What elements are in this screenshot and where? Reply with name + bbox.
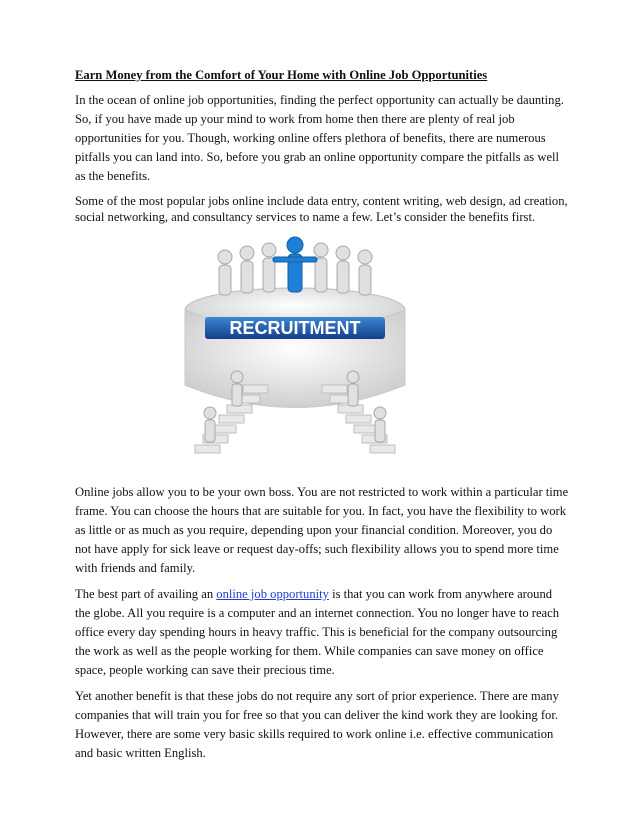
paragraph-no-experience: Yet another benefit is that these jobs do not require any sort of prior experience. There are many companies that will train you for free so that you can deliver the kind work they are looking for. However, there are some very basic skills required to work online i.e. effective communication and basic written English.: [75, 689, 559, 760]
document-title: Earn Money from the Comfort of Your Home with Online Job Opportunities: [75, 68, 488, 82]
banner-text: RECRUITMENT: [229, 318, 361, 338]
paragraph-work-anywhere: [75, 585, 570, 680]
paragraph-own-boss: Online jobs allow you to be your own boss. You are not restricted to work within a particular time frame. You can choose the hours that are suitable for you. In fact, you have the flexibility to work as little or as much as you require, depending upon your financial condition. Moreover, you do not have apply for sick leave or request day-offs; such flexibility allows you to spend more time with friends and family.: [75, 485, 569, 575]
document-body: [75, 66, 570, 770]
paragraph-work-anywhere-start: The best part of availing an: [75, 587, 217, 601]
paragraph-intro: In the ocean of online job opportunities, finding the perfect opportunity can actually be daunting. So, if you have made up your mind to work from home then there are plenty of real job opportunities for you. Though, working online offers plethora of benefits, there are numerous pitfalls you can land into. So, before you grab an online opportunity compare the pitfalls as well as the benefits.: [75, 93, 564, 183]
recruitment-image: [165, 235, 425, 475]
paragraph-popular-jobs: Some of the most popular jobs online include data entry, content writing, web design, ad creation, social networking, and consultancy services to name a few. Let’s consider the benefits first.: [75, 194, 568, 224]
recruitment-illustration: [75, 235, 570, 475]
leader-figure: [273, 237, 317, 292]
online-job-opportunity-link[interactable]: online job opportunity: [216, 587, 329, 601]
paragraph-work-anywhere-end: is that you can work from anywhere around the globe. All you require is a computer and an internet connection. You no longer have to reach office every day spending hours in heavy traffic. This is beneficial for the company outsourcing the work as well as the people working for them. While companies can save money on office space, people working can save their precious time.: [75, 587, 560, 677]
